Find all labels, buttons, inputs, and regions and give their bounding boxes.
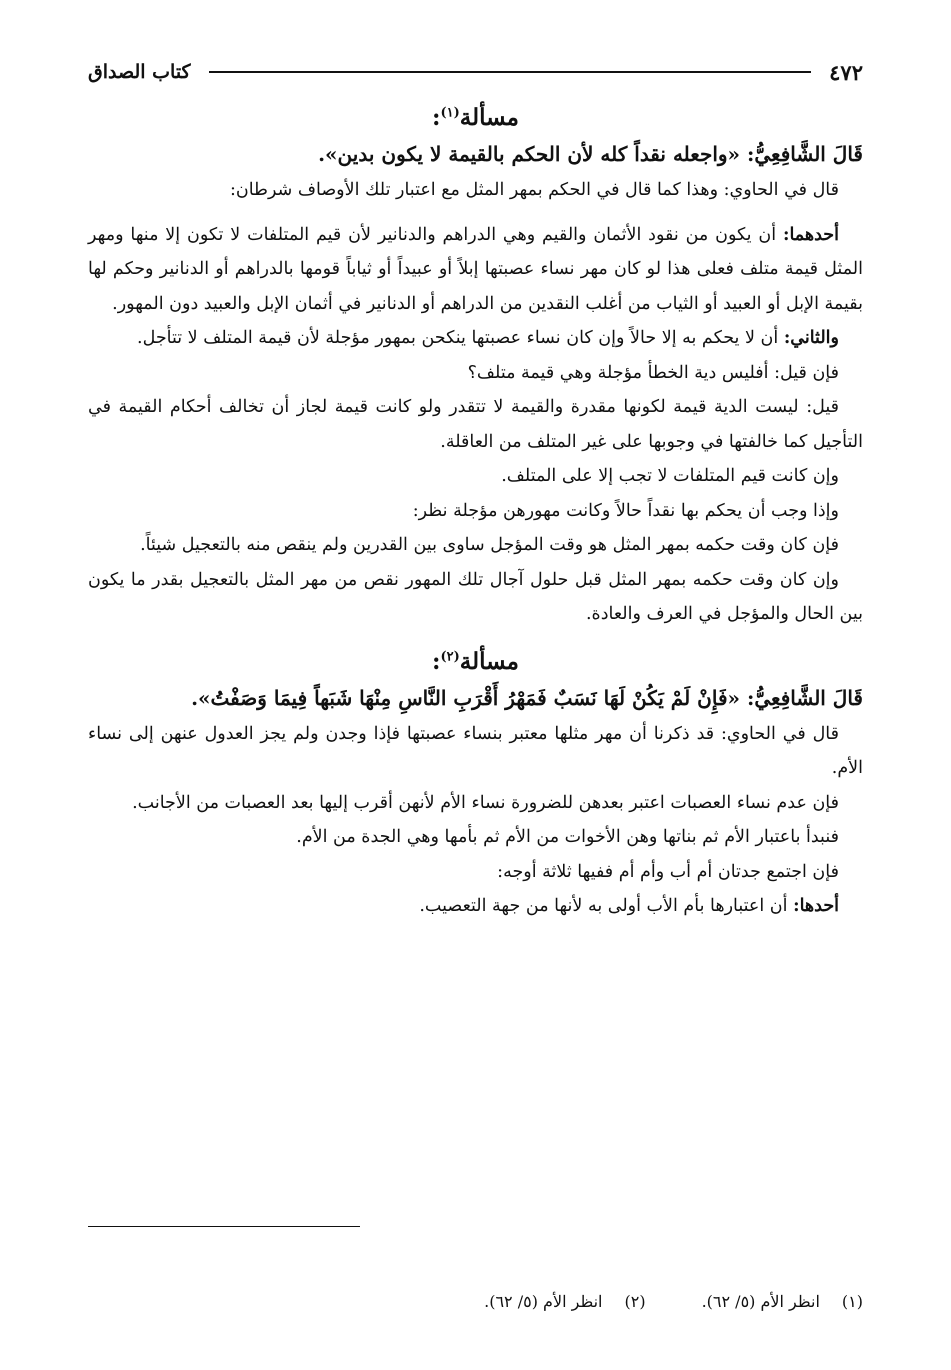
- book-page: [88, 52, 863, 924]
- paragraph: [88, 494, 863, 529]
- paragraph-text: فإن اجتمع جدتان أم أب وأم أم ففيها ثلاثة أوجه:: [497, 861, 839, 882]
- paragraph: [88, 459, 863, 494]
- paragraph: [88, 173, 863, 208]
- footnote-ref-1[interactable]: (١): [440, 105, 460, 121]
- paragraph: [88, 528, 863, 563]
- footnote-separator: [88, 1226, 360, 1227]
- footnote-2: [484, 1292, 645, 1311]
- paragraph-text: قال في الحاوي: وهذا كما قال في الحكم بمهر المثل مع اعتبار تلك الأوصاف شرطان:: [229, 180, 839, 200]
- paragraph: [88, 889, 863, 924]
- footnote-number: (١): [841, 1292, 863, 1311]
- paragraph: [88, 855, 863, 890]
- paragraph: [88, 820, 863, 855]
- paragraph-text: أن لا يحكم به إلا حالاً وإن كان نساء عصبتها ينكحن بمهور مؤجلة لأن قيمة المتلف لا تتأجل.: [137, 328, 779, 348]
- paragraph-text: وإذا وجب أن يحكم بها نقداً حالاً وكانت مهورهن مؤجلة نظر:: [412, 500, 839, 521]
- paragraph-text: فإن كان وقت حكمه بمهر المثل هو وقت المؤجل ساوى بين القدرين ولم ينقص منه بالتعجيل شيئاً.: [140, 535, 839, 555]
- paragraph: [88, 786, 863, 821]
- paragraph-text: وإن كان وقت حكمه بمهر المثل قبل حلول آجال تلك المهور نقص من مهر المثل بالتعجيل بقدر ما يكون بين الحال والمؤجل في العرف والعادة.: [88, 569, 863, 624]
- issue-title-text: مسألة: [459, 647, 519, 675]
- paragraph: [88, 321, 863, 356]
- paragraph: [88, 390, 863, 459]
- footnote-1: [702, 1292, 863, 1311]
- paragraph-text: أن يكون من نقود الأثمان والقيم وهي الدراهم والدنانير لأن قيم المتلفات لا تكون إلا منها ومهر المثل قيمة متلف فعلى هذا لو كان مهر نساء عصبتها إبلاً أو عبيداً أو ثياباً قومها بالدراهم أو الدنانير وحكم لها بقيمة الإبل أو العبيد أو الثياب من أغلب النقدين من الدراهم أو الدنانير في أثمان الإبل والعبيد دون المهور.: [88, 224, 863, 314]
- footnotes: [88, 1292, 863, 1311]
- speaker-label: قَالَ الشَّافِعِيُّ:: [747, 142, 863, 166]
- shafii-quote-1: [88, 137, 863, 171]
- paragraph-text: فنبدأ باعتبار الأم ثم بناتها وهن الأخوات من الأم ثم بأمها وهي الجدة من الأم.: [296, 827, 839, 847]
- footnote-number: (٢): [624, 1292, 646, 1311]
- paragraph: [88, 218, 863, 322]
- paragraph-text: قال في الحاوي: قد ذكرنا أن مهر مثلها معتبر بنساء عصبتها فإذا وجدن ولم يجز العدول عنهن إلى نساء الأم.: [88, 723, 863, 778]
- paragraph-lead: أحدها:: [793, 896, 839, 916]
- paragraph-text: فإن قيل: أفليس دية الخطأ مؤجلة وهي قيمة متلف؟: [467, 362, 839, 383]
- issue-title-text: مسألة: [459, 104, 519, 131]
- quote-text: «فَإِنْ لَمْ يَكُنْ لَهَا نَسَبٌ فَمَهْرُ أَقْرَبِ النَّاسِ مِنْهَا شَبَهاً فِيمَا وَصَفْتُ».: [191, 685, 741, 710]
- issue-heading-2: [88, 648, 863, 675]
- paragraph-lead: أحدهما:: [782, 224, 839, 245]
- speaker-label: قَالَ الشَّافِعِيُّ:: [747, 685, 863, 710]
- issue-heading-1: [88, 104, 863, 131]
- paragraph: [88, 356, 863, 391]
- quote-text: «واجعله نقداً كله لأن الحكم بالقيمة لا يكون بدين».: [318, 142, 741, 166]
- paragraph: [88, 717, 863, 786]
- header-rule: [209, 71, 812, 73]
- paragraph-text: أن اعتبارها بأم الأب أولى به لأنها من جهة التعصيب.: [419, 896, 788, 916]
- running-header: [88, 52, 863, 92]
- issue-colon: :: [432, 647, 441, 675]
- issue-colon: :: [432, 104, 441, 131]
- paragraph: [88, 563, 863, 632]
- footnote-text: انظر الأم (٥/ ٦٢).: [701, 1292, 820, 1311]
- page-number: ٤٧٢: [829, 59, 863, 85]
- paragraph-text: قيل: ليست الدية قيمة لكونها مقدرة والقيمة لا تتقدر ولو كانت قيمة لجاز أن تخالف أحكام القيمة في التأجيل كما خالفتها في وجوبها على غير المتلف من العاقلة.: [88, 397, 863, 452]
- footnote-ref-2[interactable]: (٢): [440, 648, 460, 664]
- shafii-quote-2: [88, 681, 863, 715]
- book-title: كتاب الصداق: [88, 61, 191, 83]
- paragraph-text: فإن عدم نساء العصبات اعتبر بعدهن للضرورة نساء الأم لأنهن أقرب إليها بعد العصبات من الأجانب.: [132, 792, 839, 813]
- paragraph-text: وإن كانت قيم المتلفات لا تجب إلا على المتلف.: [501, 466, 839, 486]
- paragraph-lead: والثاني:: [783, 328, 839, 348]
- footnote-text: انظر الأم (٥/ ٦٢).: [484, 1292, 603, 1311]
